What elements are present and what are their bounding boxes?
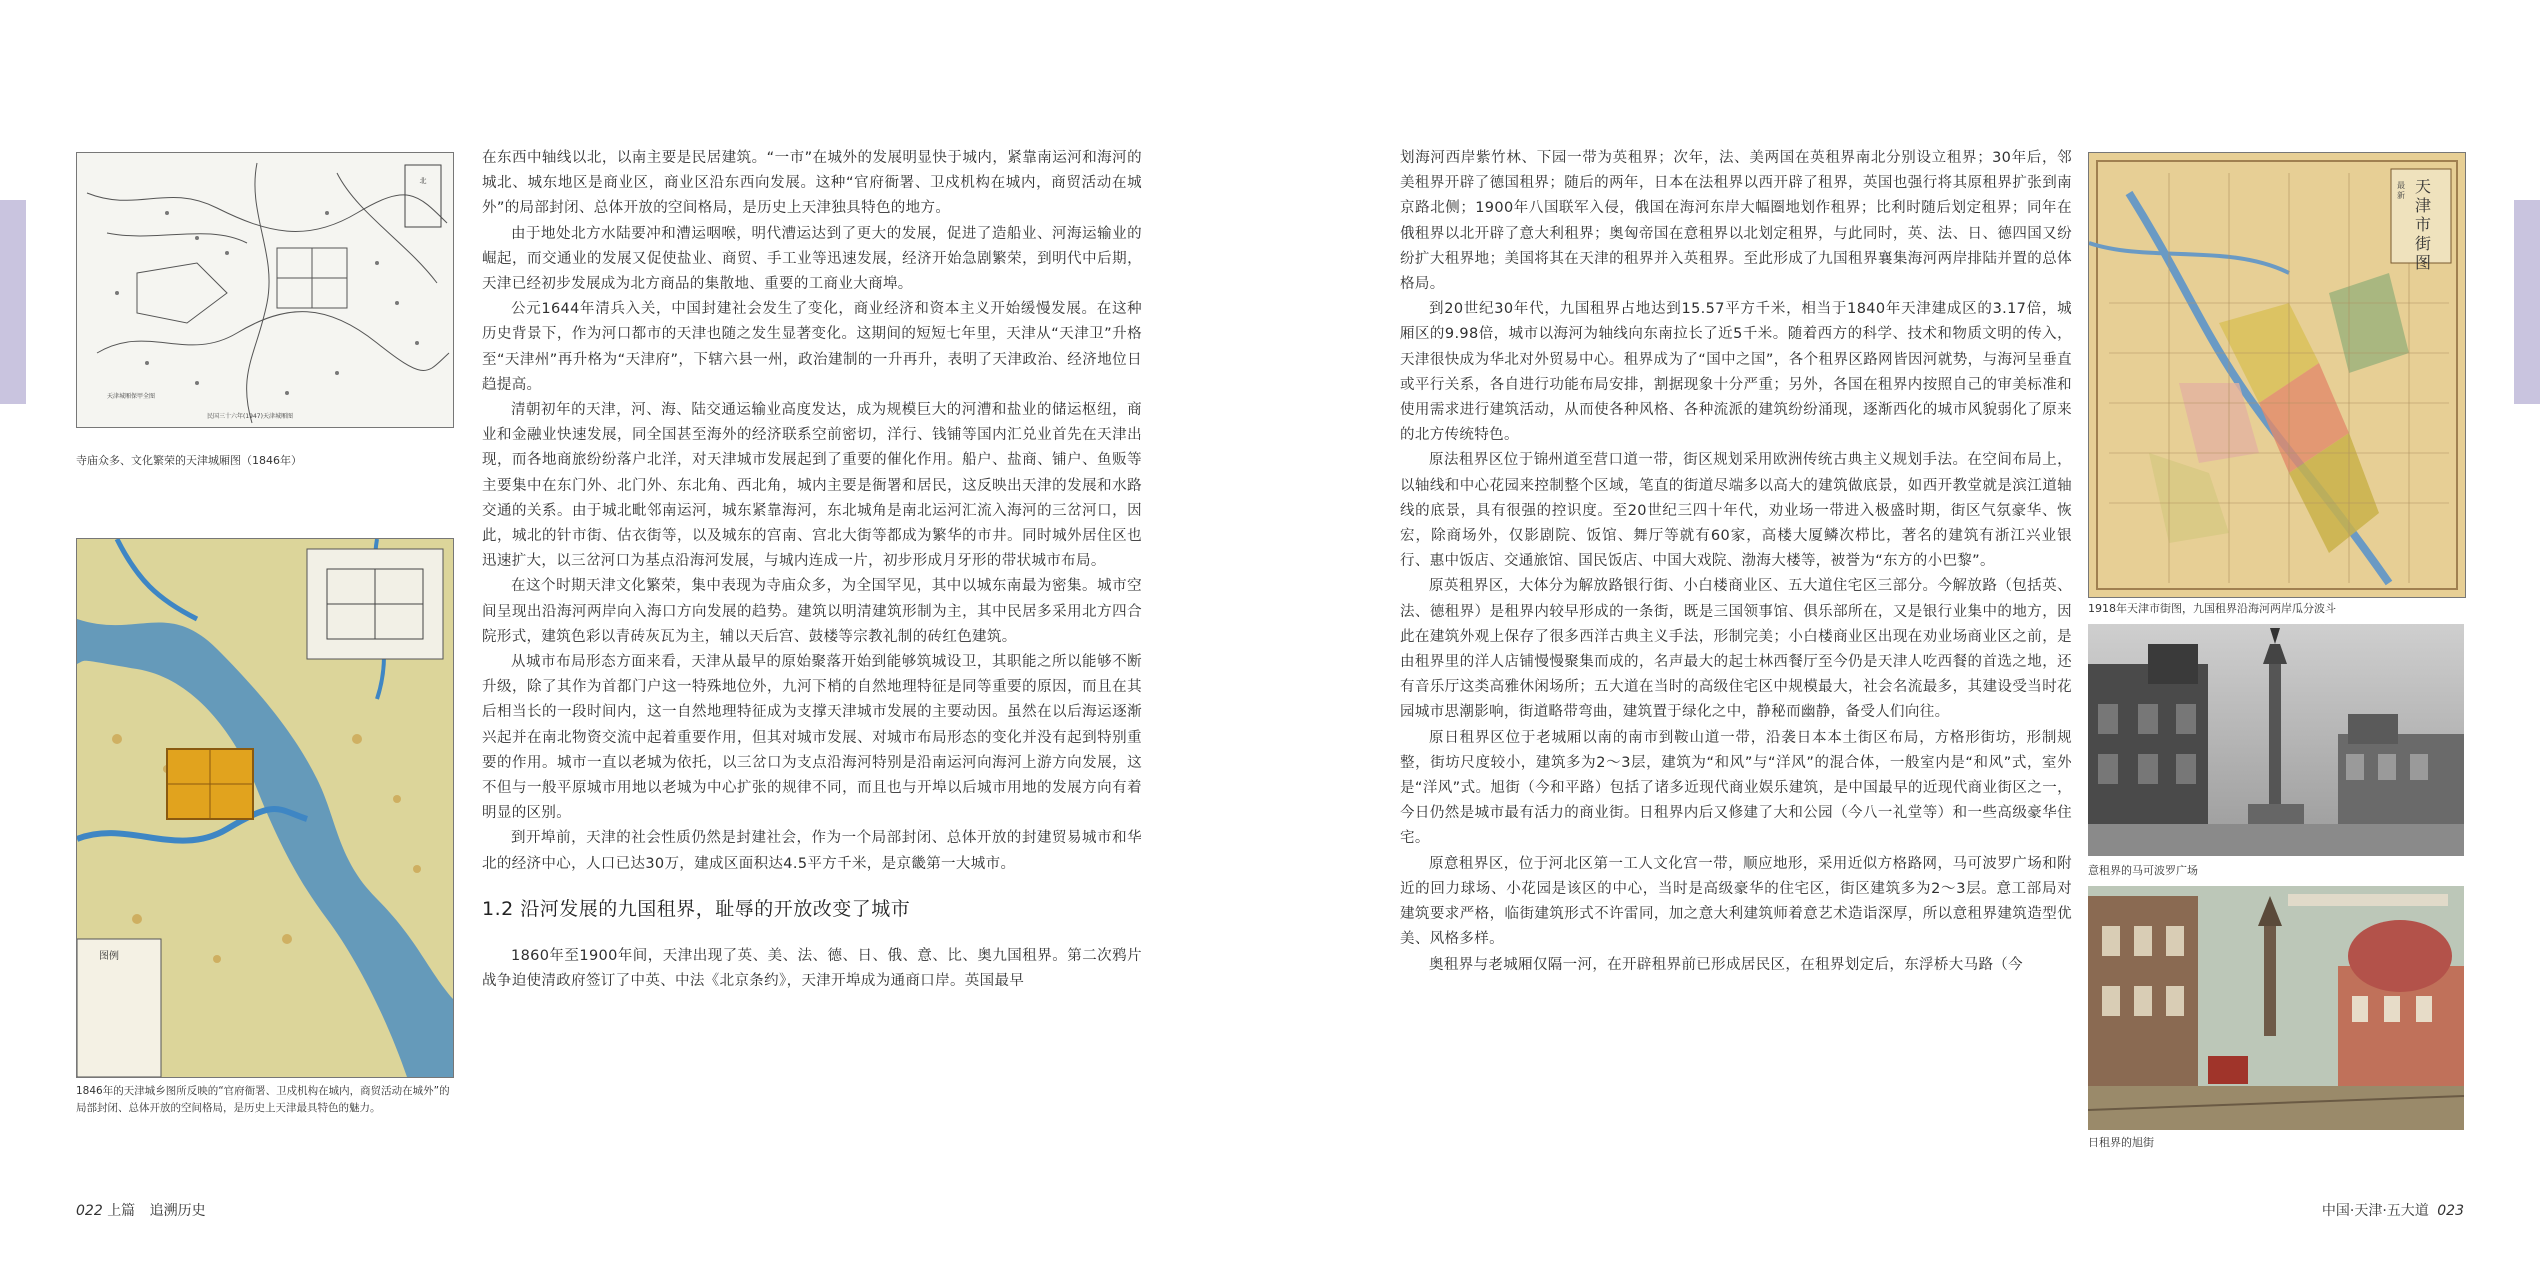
street-map-title: 天津市街图 bbox=[2415, 177, 2432, 272]
figure-marco-polo-square bbox=[2088, 624, 2464, 856]
street-photo bbox=[2088, 886, 2464, 1130]
figure-walled-city-map bbox=[76, 152, 454, 428]
paragraph: 原英租界区，大体分为解放路银行街、小白楼商业区、五大道住宅区三部分。今解放路（包括英、法、德租界）是租界内较早形成的一条街，既是三国领事馆、俱乐部所在，又是银行业集中的地方，因此在建筑外观上保存了很多西洋古典主义手法，形制完美；小白楼商业区出现在劝业场商业区之前，是由租界里的洋人店铺慢慢聚集而成的，名声最大的起士林西餐厅至今仍是天津人吃西餐的首选之地，还有音乐厅这类高雅休闲场所；五大道在当时的高级住宅区中规模最大，社会名流最多，其建设受当时花园城市思潮影响，街道略带弯曲，建筑置于绿化之中，静秘而幽静，备受人们向往。 bbox=[1400, 578, 2072, 721]
legend-title: 图例 bbox=[99, 951, 119, 962]
paragraph: 在这个时期天津文化繁荣，集中表现为寺庙众多，为全国罕见，其中以城东南最为密集。城市空间呈现出沿海河两岸向入海口方向发展的趋势。建筑以明清建筑形制为主，其中民居多采用北方四合院形式，建筑色彩以青砖灰瓦为主，辅以天后宫、鼓楼等宗教礼制的砖红色建筑。 bbox=[482, 578, 1142, 645]
square-photo bbox=[2088, 624, 2464, 856]
figure-street-caption: 日租界的旭街 bbox=[2088, 1136, 2154, 1149]
paragraph: 奥租界与老城厢仅隔一河，在开辟租界前已形成居民区，在租界划定后，东浮桥大马路（今 bbox=[1429, 956, 2023, 973]
figure-street-map-caption: 1918年天津市街图，九国租界沿海河两岸瓜分波斗 bbox=[2088, 602, 2336, 615]
paragraph: 由于地处北方水陆要冲和漕运咽喉，明代漕运达到了更大的发展，促进了造船业、河海运输业的崛起，而交通业的发展又促使盐业、商贸、手工业等迅速发展，经济开始急剧繁荣，到明代中后期，天津已经初步发展成为北方商品的集散地、重要的工商业大商埠。 bbox=[482, 225, 1142, 293]
left-footer-section: 上篇 bbox=[107, 1203, 136, 1219]
paragraph: 到开埠前，天津的社会性质仍然是封建社会，作为一个局部封闭、总体开放的封建贸易城市和华北的经济中心，人口已达30万，建成区面积达4.5平方千米，是京畿第一大城市。 bbox=[482, 830, 1142, 872]
right-footer-title: 中国·天津·五大道 bbox=[2321, 1203, 2429, 1219]
right-text-column bbox=[1400, 146, 2072, 978]
paragraph: 清朝初年的天津，河、海、陆交通运输业高度发达，成为规模巨大的河漕和盐业的储运枢纽，商业和金融业快速发展，同全国甚至海外的经济联系空前密切，洋行、钱铺等国内汇兑业首先在天津出现，而各地商旅纷纷落户北洋，对天津城市发展起到了重要的催化作用。船户、盐商、铺户、鱼贩等主要集中在东门外、北门外、东北角、西北角，城内主要是衙署和居民，这反映出天津的发展和水路交通的关系。由于城北毗邻南运河，城东紧靠海河，东北城角是南北运河汇流入海河的三岔河口，因此，城北的针市街、估衣街等，以及城东的宫南、宫北大街等都成为繁华的市井。同时城外居住区也迅速扩大，以三岔河口为基点沿海河发展，与城内连成一片，初步形成月牙形的带状城市布局。 bbox=[482, 402, 1142, 570]
right-page-number: 023 bbox=[2437, 1203, 2464, 1219]
paragraph: 划海河西岸紫竹林、下园一带为英租界；次年，法、美两国在英租界南北分别设立租界；30年后，邻美租界开辟了德国租界；随后的两年，日本在法租界以西开辟了租界，英国也强行将其原租界扩张到南京路北侧；1900年八国联军入侵，俄国在海河东岸大幅圈地划作租界；比利时随后划定租界；同年在俄租界以北开辟了意大利租界；奥匈帝国在意租界以北划定租界，与此同时，英、法、日、德四国又纷纷扩大租界地；美国将其在天津的租界并入英租界。至此形成了九国租界襄集海河两岸排陆并置的总体格局。 bbox=[1400, 150, 2072, 293]
color-map-drawing bbox=[77, 539, 453, 1077]
figure-1-caption: 寺庙众多、文化繁荣的天津城厢图（1846年） bbox=[76, 454, 302, 467]
right-edge-tab bbox=[2514, 200, 2540, 404]
left-footer-title: 追溯历史 bbox=[149, 1203, 206, 1219]
figure-color-city-map bbox=[76, 538, 454, 1078]
left-edge-tab bbox=[0, 200, 26, 404]
svg-text:北: 北 bbox=[419, 177, 427, 185]
paragraph: 1860年至1900年间，天津出现了英、美、法、德、日、俄、意、比、奥九国租界。第二次鸦片战争迫使清政府签订了中英、中法《北京条约》，天津开埠成为通商口岸。英国最早 bbox=[482, 948, 1142, 990]
bw-map-side-label: 天津城厢保甲全图 bbox=[107, 393, 156, 400]
street-map-side-label: 最新 bbox=[2397, 181, 2405, 200]
paragraph: 原法租界区位于锦州道至营口道一带，街区规划采用欧洲传统古典主义规划手法。在空间布局上，以轴线和中心花园来控制整个区域，笔直的街道尽端多以高大的建筑做底景，如西开教堂就是滨江道轴线的底景，具有很强的控识度。至20世纪三四十年代，劝业场一带进入极盛时期，街区气氛豪华、恢宏，除商场外，仅影剧院、饭馆、舞厅等就有60家，高楼大厦鳞次栉比，著名的建筑有浙江兴业银行、惠中饭店、交通旅馆、国民饭店、中国大戏院、渤海大楼等，被誉为“东方的小巴黎”。 bbox=[1400, 452, 2072, 570]
left-page-number: 022 bbox=[76, 1203, 103, 1219]
paragraph: 在东西中轴线以北，以南主要是民居建筑。“一市”在城外的发展明显快于城内，紧靠南运河和海河的城北、城东地区是商业区，商业区沿东西向发展。这种“官府衙署、卫戍机构在城内，商贸活动在城外”的局部封闭、总体开放的空间格局，是历史上天津独具特色的地方。 bbox=[482, 150, 1142, 217]
street-map-drawing bbox=[2089, 153, 2465, 597]
figure-1918-street-map bbox=[2088, 152, 2466, 598]
right-page bbox=[1270, 0, 2540, 1270]
figure-square-caption: 意租界的马可波罗广场 bbox=[2088, 864, 2198, 877]
paragraph: 原意租界区，位于河北区第一工人文化宫一带，顺应地形，采用近似方格路网，马可波罗广场和附近的回力球场、小花园是该区的中心，当时是高级豪华的住宅区，街区建筑多为2～3层。意工部局对建筑要求严格，临街建筑形式不许雷同，加之意大利建筑师着意艺术造诣深厚，所以意租界建筑造型优美、风格多样。 bbox=[1400, 855, 2072, 948]
left-footer bbox=[76, 1200, 206, 1220]
bw-map-drawing bbox=[77, 153, 453, 427]
paragraph: 公元1644年清兵入关，中国封建社会发生了变化，商业经济和资本主义开始缓慢发展。在这种历史背景下，作为河口都市的天津也随之发生显著变化。这期间的短短七年里，天津从“天津卫”升格至“天津州”再升格为“天津府”，下辖六县一州，政治建制的一升再升，表明了天津政治、经济地位日趋提高。 bbox=[482, 301, 1142, 393]
section-heading: 1.2 沿河发展的九国租界，耻辱的开放改变了城市 bbox=[482, 897, 911, 920]
figure-2-caption: 1846年的天津城乡图所反映的“官府衙署、卫戍机构在城内，商贸活动在城外”的局部封闭、总体开放的空间格局，是历史上天津最具特色的魅力。 bbox=[76, 1085, 450, 1114]
bw-map-bottom-label: 民国三十六年(1947)天津城厢图 bbox=[207, 413, 293, 420]
paragraph: 原日租界区位于老城厢以南的南市到鞍山道一带，沿袭日本本土街区布局，方格形街坊，形制规整，街坊尺度较小，建筑多为2～3层，建筑为“和风”与“洋风”的混合体，一般室内是“和风”式，室外是“洋风”式。旭街（今和平路）包括了诸多近现代商业娱乐建筑，是中国最早的近现代商业街区之一，今日仍然是城市最有活力的商业街。日租界内后又修建了大和公园（今八一礼堂等）和一些高级豪华住宅。 bbox=[1400, 729, 2072, 847]
figure-xu-street bbox=[2088, 886, 2464, 1130]
paragraph: 从城市布局形态方面来看，天津从最早的原始聚落开始到能够筑城设卫，其职能之所以能够不断升级，除了其作为首都门户这一特殊地位外，九河下梢的自然地理特征是同等重要的原因，而且在其后相当长的一段时间内，这一自然地理特征成为支撑天津城市发展的主要动因。虽然在以后海运逐渐兴起并在南北物资交流中起着重要作用，但其对城市发展、对城市布局形态的变化并没有起到特别重要的作用。城市一直以老城为依托，以三岔口为支点沿海河特别是沿南运河向海河上游方向发展，这不但与一般平原城市用地以老城为中心扩张的规律不同，而且也与开埠以后城市用地的发展方向有着明显的区别。 bbox=[482, 654, 1142, 822]
left-text-column bbox=[482, 146, 1142, 995]
right-footer bbox=[2322, 1200, 2464, 1220]
paragraph: 到20世纪30年代，九国租界占地达到15.57平方千米，相当于1840年天津建成区的3.17倍，城厢区的9.98倍，城市以海河为轴线向东南拉长了近5千米。随着西方的科学、技术和物质文明的传入，天津很快成为华北对外贸易中心。租界成为了“国中之国”，各个租界区路网皆因河就势，与海河呈垂直或平行关系，各自进行功能布局安排，割据现象十分严重；另外，各国在租界内按照自己的审美标准和使用需求进行建筑活动，从而使各种风格、各种流派的建筑纷纷涌现，逐渐西化的城市风貌弱化了原来的北方传统特色。 bbox=[1400, 301, 2072, 444]
